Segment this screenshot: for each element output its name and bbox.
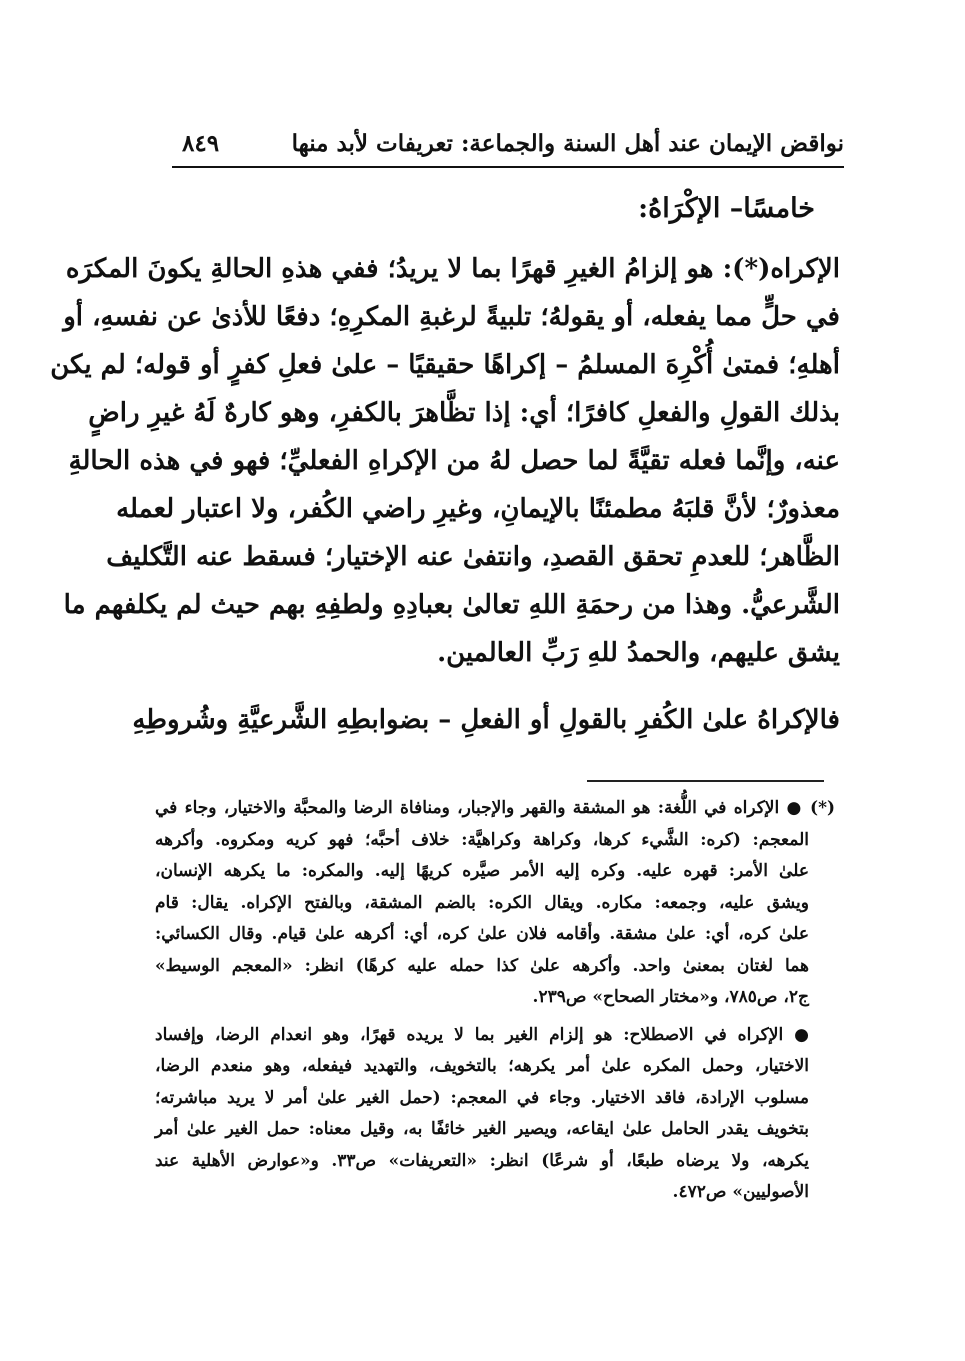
main-line: أهلهِ؛ فمتىٰ أُكْرِهَ المسلمُ – إكراهًا حقيقيًا – علىٰ فعلِ كفرٍ أو قوله؛ لم يكن [50, 350, 840, 380]
footnote-line: ج٢، ص٧٨٥، و«مختار الصحاح» ص٢٣٩. [532, 987, 809, 1007]
footnote-line: ● الإكراه في الاصطلاح: هو إلزام الغير بما لا يريده قهرًا، وهو انعدام الرضا، وإفساد [155, 1024, 809, 1045]
main-line: الشَّرعيُّ. وهذا من رحمَةِ اللهِ تعالىٰ بعبادِهِ ولطفِهِ بهم حيث لم يكلفهم ما [63, 590, 840, 620]
section-heading: خامسًا– الإكْرَاهُ: [638, 193, 815, 224]
footnote-line: علىٰ الأمر: قهره عليه. وكره إليه الأمر صيَّره كريهًا إليه. والمكره: ما يكرهه الإنسان، [155, 861, 809, 881]
running-header [172, 126, 844, 168]
page-number: ٨٤٩ [182, 130, 220, 157]
main-line: في حلٍّ مما يفعله، أو يقولهُ؛ تلبيةً لرغبةِ المكرِهِ؛ دفعًا للأذىٰ عن نفسهِ، أو [63, 302, 840, 332]
main-line: فالإكراهُ علىٰ الكُفرِ بالقولِ أو الفعلِ – بضوابطِهِ الشَّرعيَّةِ وشُروطِهِ [132, 705, 840, 735]
footnote-line: ويشق عليه، وجمعه: مكاره. ويقال الكره: بالضم المشقة، وبالفتح الإكراه. يقال: قام [155, 892, 809, 913]
main-line: معذورٌ؛ لأنَّ قلبَهُ مطمئنًا بالإيمانِ، وغيرِ راضي الكُفر، ولا اعتبار لعمله [116, 494, 840, 524]
footnote-line: الاختيار، وحمل المكره علىٰ أمر يكرهه؛ بالتخويف، والتهديد فيفعله، وهو منعدم الرضا، [155, 1056, 809, 1076]
footnote-line: (*) ● الإكراه في اللُّغة: هو المشقة والقهر والإجبار، ومنافاة الرضا والمحبَّة والاختيار، وجاء في [155, 798, 835, 818]
header-title: نواقض الإيمان عند أهل السنة والجماعة: تعريفات لأبد منها [291, 130, 844, 157]
main-line: الإكراه(*): هو إلزامُ الغيرِ قهرًا بما لا يريدُ؛ ففي هذهِ الحالةِ يكونَ المكرَه [65, 254, 840, 284]
main-line: بذلك القولِ والفعلِ كافرًا؛ أي: إذا تظَّاهرَ بالكفرِ، وهو كارهٌ لَهُ غيرِ راضٍ [88, 398, 840, 428]
second-paragraph [132, 696, 840, 744]
footnote-line: الأصوليين» ص٤٧٢. [672, 1182, 809, 1202]
main-line: يشق عليهم، والحمدُ للهِ رَبِّ العالمين. [437, 638, 840, 668]
main-line: عنه، وإنَّما فعله تقيَّةً لما حصل لهُ من الإكراهِ الفعليِّ؛ فهو في هذه الحالةِ [68, 446, 840, 476]
footnote-line: مسلوب الإرادة، فاقد الاختيار. وجاء في المعجم: (حمل الغير علىٰ أمر لا يريد مباشرته؛ [155, 1087, 809, 1108]
footnote-separator [587, 780, 824, 782]
footnote-line: بتخويف يقدر الحامل علىٰ ايقاعه، ويصير الغير خائفًا به، وقيل معناه: حمل الغير علىٰ أمر [155, 1119, 809, 1139]
footnotes [155, 793, 835, 1209]
main-line: الظَّاهر؛ للعدمِ تحقق القصدِ، وانتفىٰ عنه الإختيار؛ فسقط عنه التَّكليف [106, 542, 840, 572]
footnote-line: هما لغتان بمعنىٰ واحد. وأكرهه علىٰ كذا حمله عليه كرهًا) انظر: «المعجم الوسيط» [155, 955, 809, 976]
footnote-line: علىٰ كره، أي: علىٰ مشقة. وأقامه فلان علىٰ كره، أي: أكرهه علىٰ قيام. وقال الكسائي: [155, 924, 809, 944]
main-paragraph [50, 245, 840, 677]
footnote-line: يكرهه، ولا يرضاه طبعًا، أو شرعًا) انظر: «التعريفات» ص٣٣. و«عوارض الأهلية عند [155, 1150, 810, 1171]
footnote-line: المعجم: (كره: الشَّيء كرها، وكراهة وكراهيَّة: خلاف أحبَّه؛ فهو كريه ومكروه. وأكرهه [155, 829, 809, 850]
